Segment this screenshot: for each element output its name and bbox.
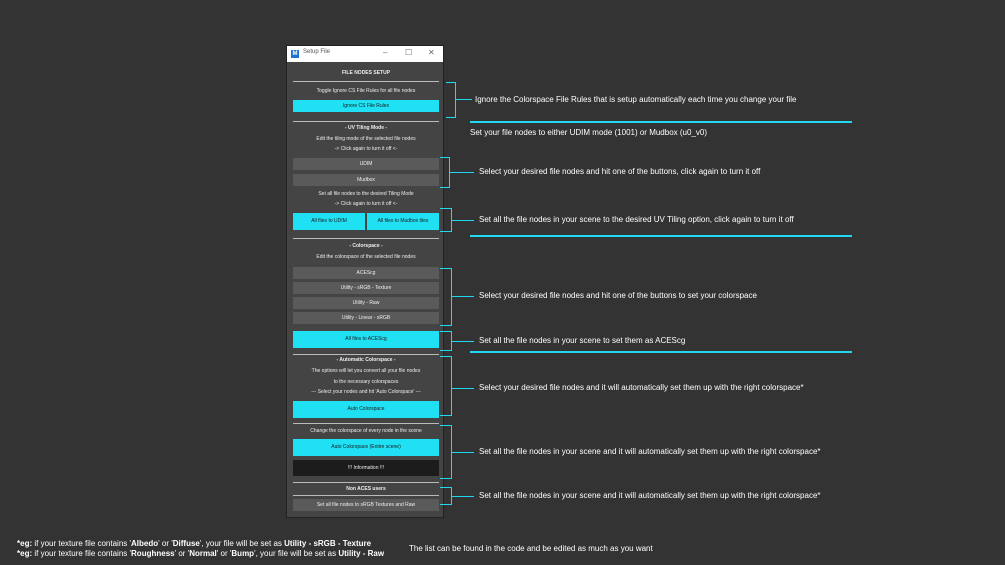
- colorspace-description: Edit the colorspace of the selected file nodes: [316, 254, 416, 260]
- non-aces-title: Non ACES users: [346, 486, 386, 492]
- section-divider-line: [470, 351, 852, 353]
- setup-file-window: [286, 45, 444, 518]
- annotation-bracket: [440, 268, 452, 326]
- annotation-connector: [452, 341, 474, 342]
- divider: [293, 121, 439, 122]
- annotation-all-acescg: Set all the file nodes in your scene to set them as ACEScg: [479, 336, 686, 345]
- footnote-list-note: The list can be found in the code and be edited as much as you want: [409, 544, 653, 553]
- annotation-auto-scene: Set all the file nodes in your scene and it will automatically set them up with the right colorspace*: [479, 447, 821, 456]
- window-title: Setup File: [303, 49, 331, 55]
- uv-tiling-hint: -> Click again to turn it off <-: [334, 146, 398, 152]
- annotation-connector: [450, 172, 474, 173]
- annotation-bracket: [440, 425, 452, 479]
- utility-linear-srgb-button[interactable]: Utility - Linear - sRGB: [293, 312, 439, 324]
- annotation-connector: [452, 388, 474, 389]
- annotation-bracket: [446, 82, 456, 118]
- divider: [293, 423, 439, 424]
- auto-colorspace-title: - Automatic Colorspace -: [336, 357, 396, 363]
- annotation-all-tiling: Set all the file nodes in your scene to the desired UV Tiling option, click again to turn it off: [479, 215, 794, 224]
- annotation-bracket: [440, 356, 452, 416]
- auto-scene-description: Change the colorspace of every node in the scene: [310, 428, 422, 434]
- annotation-bracket: [440, 157, 450, 188]
- mudbox-button[interactable]: Mudbox: [293, 174, 439, 186]
- uv-tiling-title: - UV Tiling Mode -: [344, 125, 388, 131]
- section-header: FILE NODES SETUP: [341, 70, 391, 76]
- section-divider-line: [470, 121, 852, 123]
- annotation-select-colorspace: Select your desired file nodes and hit one of the buttons to set your colorspace: [479, 291, 757, 300]
- annotation-connector: [452, 452, 474, 453]
- acescg-button[interactable]: ACEScg: [293, 267, 439, 279]
- auto-colorspace-desc-1: The options will let you convert all your file nodes: [311, 368, 421, 374]
- utility-raw-button[interactable]: Utility - Raw: [293, 297, 439, 309]
- all-uv-description: Set all file nodes to the desired Tiling Mode: [318, 191, 414, 197]
- annotation-bracket: [440, 331, 452, 351]
- app-icon: M: [292, 51, 298, 57]
- non-aces-button[interactable]: Set all file nodes to sRGB Textures and Raw: [293, 499, 439, 511]
- divider: [293, 354, 439, 355]
- divider: [293, 482, 439, 483]
- ignore-description: Toggle Ignore CS File Rules for all file nodes: [316, 88, 416, 94]
- maximize-icon[interactable]: ☐: [405, 48, 413, 57]
- auto-colorspace-scene-button[interactable]: Auto Colorspace (Entire scene): [293, 439, 439, 456]
- auto-colorspace-desc-3: --- Select your nodes and hit 'Auto Colorspace' ---: [311, 389, 421, 395]
- annotation-bracket: [440, 487, 452, 505]
- all-uv-hint: -> Click again to turn it off <-: [334, 201, 398, 207]
- all-files-mudbox-button[interactable]: All files to Mudbox tiles: [367, 213, 439, 230]
- annotation-ignore-rules: Ignore the Colorspace File Rules that is setup automatically each time you change your file: [475, 95, 797, 104]
- annotation-connector: [452, 296, 474, 297]
- annotation-connector: [452, 220, 474, 221]
- auto-colorspace-button[interactable]: Auto Colorspace: [293, 401, 439, 418]
- divider: [293, 81, 439, 82]
- ignore-cs-rules-button[interactable]: Ignore CS File Rules: [293, 100, 439, 112]
- close-icon[interactable]: ✕: [428, 48, 435, 57]
- utility-srgb-texture-button[interactable]: Utility - sRGB - Texture: [293, 282, 439, 294]
- window-titlebar[interactable]: [287, 46, 443, 62]
- minimize-icon[interactable]: –: [383, 48, 388, 57]
- annotation-bracket: [440, 208, 452, 232]
- divider: [293, 238, 439, 239]
- auto-colorspace-desc-2: to the necessary colorspaces: [333, 379, 399, 385]
- all-files-udim-button[interactable]: All files to UDIM: [293, 213, 365, 230]
- colorspace-title: - Colorspace -: [349, 243, 383, 249]
- annotation-non-aces: Set all the file nodes in your scene and it will automatically set them up with the right colorspace*: [479, 491, 821, 500]
- uv-tiling-description: Edit the tiling mode of the selected file nodes: [316, 136, 416, 142]
- all-files-acescg-button[interactable]: All files to ACEScg: [293, 331, 439, 348]
- footnote-line-2: *eg: if your texture file contains 'Roughness' or 'Normal' or 'Bump', your file will be set as Utility - Raw: [17, 549, 385, 558]
- annotation-connector: [456, 99, 472, 100]
- footnote-line-1: *eg: if your texture file contains 'Albedo' or 'Diffuse', your file will be set as Utility - sRGB - Texture: [17, 539, 372, 548]
- information-button[interactable]: !!! Information !!!: [293, 460, 439, 476]
- annotation-uv-tiling: Set your file nodes to either UDIM mode (1001) or Mudbox (u0_v0): [470, 128, 708, 137]
- udim-button[interactable]: UDIM: [293, 158, 439, 170]
- annotation-select-tiling: Select your desired file nodes and hit one of the buttons, click again to turn it off: [479, 167, 761, 176]
- divider: [293, 495, 439, 496]
- annotation-auto-colorspace: Select your desired file nodes and it will automatically set them up with the right colorspace*: [479, 383, 804, 392]
- section-divider-line: [470, 235, 852, 237]
- annotation-connector: [452, 496, 474, 497]
